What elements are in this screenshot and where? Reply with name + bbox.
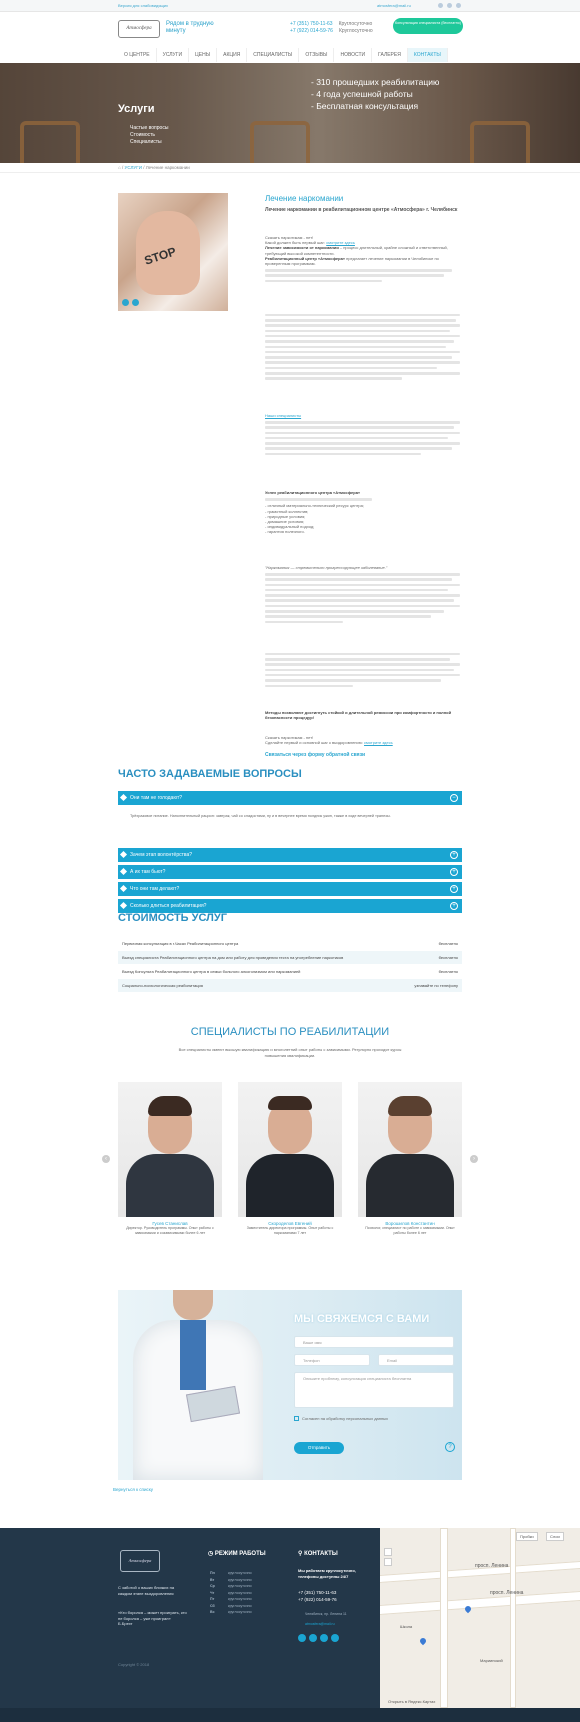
clock-icon: ◷: [208, 1551, 215, 1557]
vk-icon[interactable]: [438, 3, 443, 8]
consent-checkbox[interactable]: Согласен на обработку персональных данных: [294, 1416, 388, 1421]
faq-title: ЧАСТО ЗАДАВАЕМЫЕ ВОПРОСЫ: [118, 768, 302, 780]
specialist-role: Заместитель директора программы. Опыт работы с наркоманами 7 лет: [246, 1226, 334, 1235]
diamond-icon: [120, 885, 127, 892]
price-row: Первичная консультация в г.Часах Реабилитационного центра бесплатно: [118, 937, 462, 951]
facebook-icon[interactable]: [456, 3, 461, 8]
phone-2-hours: Круглосуточно: [338, 28, 373, 34]
footer-email[interactable]: atmosfera@mail.ru: [305, 1622, 335, 1626]
nav-item-reviews[interactable]: ОТЗЫВЫ: [299, 48, 334, 62]
hero-link-specialists[interactable]: Специалисты: [130, 139, 162, 145]
nav-item-prices[interactable]: ЦЕНЫ: [189, 48, 217, 62]
schedule-list: Пн круглосуточно Вт круглосуточно Ср круглосуточно Чт круглосуточно Пт круглосуточно Сб круглосуточно Вс круглосуточно: [210, 1571, 252, 1614]
footer-address: Челябинск, пр. Ленина 11: [305, 1612, 347, 1616]
home-icon[interactable]: ⌂: [118, 165, 121, 170]
faq-item[interactable]: Они там не голодают? −: [118, 791, 462, 805]
faq-item[interactable]: А их там бьют? +: [118, 865, 462, 879]
prices-title: СТОИМОСТЬ УСЛУГ: [118, 912, 227, 924]
breadcrumb-services[interactable]: УСЛУГИ: [124, 165, 142, 170]
plus-icon[interactable]: +: [450, 868, 458, 876]
faq-answer: Трёхразовое питание. Наполнительный рацион: завтрак, чай со сладостями, ну и в вечернее время полдник ужин, также в ходе вечерней трапезы.: [130, 814, 391, 818]
specialist-role: Психолог, специалист по работе с зависимыми. Опыт работы более 6 лет: [365, 1226, 455, 1235]
top-email-link[interactable]: atmosfera@mail.ru: [377, 3, 411, 8]
ok-icon[interactable]: [298, 1634, 306, 1642]
nav-item-news[interactable]: НОВОСТИ: [334, 48, 372, 62]
article-text: Успех реабилитационного центра «Атмосфера» - отличный материально-технический ресурс центра; - грамотный коллектив; - природные условия; - домашние условия; - индивидуальный подход; - гарантия полезного.: [265, 490, 460, 535]
location-map[interactable]: [380, 1528, 580, 1708]
faq-item[interactable]: Что они там делают? +: [118, 882, 462, 896]
price-table: [118, 937, 462, 993]
article-text: Сказать наркотикам - нет! Какой должен быть первый шаг: смотрите здесь Лечение зависимости от наркомании – процесс длительный, крайне сложный и ответственный, требующий высокой компетентности. Реабилитационный центр «Атмосфера» предлагает лечение наркомании в Челябинске по проверенным программам.: [265, 235, 460, 285]
back-to-list-link[interactable]: Вернуться к списку: [113, 1487, 154, 1492]
layers-button[interactable]: Слои: [546, 1532, 564, 1541]
map-marker-icon[interactable]: [419, 1637, 427, 1645]
hero-link-prices[interactable]: Стоимость: [130, 132, 156, 138]
facebook-icon[interactable]: [320, 1634, 328, 1642]
nav-item-about[interactable]: О ЦЕНТРЕ: [118, 48, 157, 62]
article-quote: [265, 650, 460, 690]
faq-item[interactable]: Зачем этап волонтёрства? +: [118, 848, 462, 862]
main-nav: [118, 48, 448, 62]
nav-item-promo[interactable]: АКЦИЯ: [217, 48, 247, 62]
map-place-label: Школа: [400, 1624, 413, 1629]
top-bar: [0, 0, 580, 12]
faq-list: [118, 791, 462, 916]
footer-tagline: С заботой о ваших близких на каждом этапе выздоровления: [118, 1585, 175, 1596]
help-icon[interactable]: ?: [445, 1442, 455, 1452]
prev-arrow-icon[interactable]: [122, 299, 129, 306]
email-input[interactable]: Email: [378, 1354, 454, 1366]
bottom-bar: [0, 1708, 580, 1722]
phone-2[interactable]: +7 (922) 014-59-76: [290, 28, 333, 34]
specialist-photo: [118, 1082, 222, 1217]
article-text: [265, 311, 460, 383]
first-step-link[interactable]: смотрите здесь: [326, 240, 355, 246]
vk-icon[interactable]: [309, 1634, 317, 1642]
contacts-title: ⚲ КОНТАКТЫ: [298, 1551, 338, 1557]
nav-item-services[interactable]: УСЛУГИ: [157, 48, 189, 62]
message-textarea[interactable]: Опишите проблему, консультация специалиста бесплатна: [294, 1372, 454, 1408]
nav-item-gallery[interactable]: ГАЛЕРЕЯ: [372, 48, 408, 62]
copyright: Copyright © 2018: [118, 1662, 150, 1667]
specialist-card[interactable]: [118, 1082, 222, 1235]
diamond-icon: [120, 851, 127, 858]
specialist-card[interactable]: [238, 1082, 342, 1235]
specialist-name[interactable]: Скороделов Евгений: [268, 1221, 312, 1226]
site-logo[interactable]: Атмосфера: [118, 20, 160, 38]
hero-feature: - 310 прошедших реабилитацию: [311, 77, 440, 87]
traffic-button[interactable]: Пробки: [516, 1532, 538, 1541]
name-input[interactable]: Ваше имя: [294, 1336, 454, 1348]
feedback-form-link[interactable]: Связаться через форму обратной связи: [265, 752, 366, 758]
hero-link-faq[interactable]: Частые вопросы: [130, 125, 169, 131]
map-street-label: просп. Ленина: [475, 1563, 509, 1569]
footer-phone-2[interactable]: +7 (922) 014-59-76: [298, 1597, 337, 1602]
diamond-icon: [120, 868, 127, 875]
specialist-name[interactable]: Гусев Станислав: [152, 1221, 188, 1226]
next-arrow-icon[interactable]: ›: [470, 1155, 478, 1163]
instagram-icon[interactable]: [331, 1634, 339, 1642]
hero-banner: [0, 63, 580, 163]
minus-icon[interactable]: −: [450, 794, 458, 802]
next-arrow-icon[interactable]: [132, 299, 139, 306]
price-row: Социально-психологическая реабилитация узнавайте по телефону: [118, 979, 462, 993]
zoom-in-icon[interactable]: [384, 1548, 392, 1556]
price-row: Выезд Консульта Реабилитационного центра в семьи больного алкоголизмом или наркоманией бесплатно: [118, 965, 462, 979]
footer-logo[interactable]: Атмосфера: [120, 1550, 160, 1572]
specialists-title: СПЕЦИАЛИСТЫ ПО РЕАБИЛИТАЦИИ: [190, 1026, 390, 1038]
article-text: [265, 413, 460, 458]
specialist-photo: [238, 1082, 342, 1217]
schedule-title: ◷ РЕЖИМ РАБОТЫ: [208, 1551, 266, 1557]
consultation-button[interactable]: Консультация специалиста (бесплатно): [393, 18, 463, 34]
breadcrumb: ⌂ / УСЛУГИ / Лечение наркомании: [118, 165, 190, 170]
nav-item-contacts[interactable]: КОНТАКТЫ: [408, 48, 448, 62]
article-subtitle: Лечение наркомании в реабилитационном центре «Атмосфера» г. Челябинск: [265, 207, 458, 213]
contacts-subtitle: Мы работаем круглосуточно, телефоны доступны 24/7: [298, 1568, 356, 1579]
specialists-description: Все специалисты имеют высшую квалификацию и многолетний опыт работы с зависимыми. Регулярно проходят курсы повышения квалификации.: [178, 1047, 402, 1058]
specialist-card[interactable]: [358, 1082, 462, 1235]
phone-1[interactable]: +7 (351) 750-11-63: [290, 21, 333, 27]
contact-title: МЫ СВЯЖЕМСЯ С ВАМИ: [294, 1313, 430, 1325]
breadcrumb-current: Лечение наркомании: [145, 165, 190, 170]
location-pin-icon: ⚲: [298, 1551, 305, 1557]
hero-feature: - Бесплатная консультация: [311, 101, 419, 111]
plus-icon[interactable]: +: [450, 885, 458, 893]
footer-quote: «Кто боролся – может проиграть, кто не боролся – уже проиграл» Б.Брехт: [118, 1610, 187, 1626]
specialist-photo: [358, 1082, 462, 1217]
contact-section: [118, 1290, 462, 1480]
doctor-image: [118, 1290, 278, 1480]
zoom-out-icon[interactable]: [384, 1558, 392, 1566]
map-street-label: просп. Ленина: [490, 1590, 524, 1596]
article-quote: "Наркомания — стремительно прогрессирующее заболевание.": [265, 565, 460, 626]
hero-feature: - 4 года успешной работы: [311, 89, 413, 99]
plus-icon[interactable]: +: [450, 851, 458, 859]
page-title: Услуги: [118, 103, 155, 115]
plus-icon[interactable]: +: [450, 902, 458, 910]
article-title: Лечение наркомании: [265, 194, 344, 203]
diamond-icon: [120, 794, 127, 801]
specialists-link[interactable]: Наши специалисты: [265, 413, 302, 418]
open-in-yandex-link[interactable]: Открыть в Яндекс.Картах: [388, 1699, 436, 1704]
article-image: STOP: [118, 193, 228, 311]
price-row: Выезд специалиста Реабилитационного центра на дом или работу для проведения теста на употребление наркотиков бесплатно: [118, 951, 462, 965]
checkbox-icon[interactable]: [294, 1416, 299, 1421]
header-slogan: Рядом в трудную минуту: [166, 21, 214, 34]
send-button[interactable]: Отправить: [294, 1442, 344, 1454]
footer-phone-1[interactable]: +7 (351) 750-11-63: [298, 1590, 337, 1595]
specialist-role: Директор. Руководитель программы. Опыт работы с зависимыми и созависимыми более 6 лет: [126, 1226, 214, 1235]
prev-arrow-icon[interactable]: ‹: [102, 1155, 110, 1163]
article-text: Сказать наркотикам - нет! Сделайте первый и основной шаг к выздоровлению: смотрите здесь: [265, 735, 393, 746]
instagram-icon[interactable]: [447, 3, 452, 8]
article-method: Методы позволяют достигнуть стойкой и длительной ремиссии при комфортности и полной безопасности процедур!: [265, 710, 452, 721]
map-place-label: Мариинский: [480, 1658, 503, 1663]
header-phones: [290, 21, 373, 35]
faq-item[interactable]: Сколько длиться реабилитация? +: [118, 899, 462, 913]
nav-item-specialists[interactable]: СПЕЦИАЛИСТЫ: [247, 48, 299, 62]
phone-input[interactable]: Телефон: [294, 1354, 370, 1366]
diamond-icon: [120, 902, 127, 909]
first-step-link-2[interactable]: смотрите здесь: [364, 740, 393, 746]
phone-1-hours: Круглосуточно: [338, 21, 373, 27]
vision-version-link[interactable]: Версия для слабовидящих: [118, 3, 169, 8]
specialist-name[interactable]: Ворошилов Константин: [385, 1221, 435, 1226]
